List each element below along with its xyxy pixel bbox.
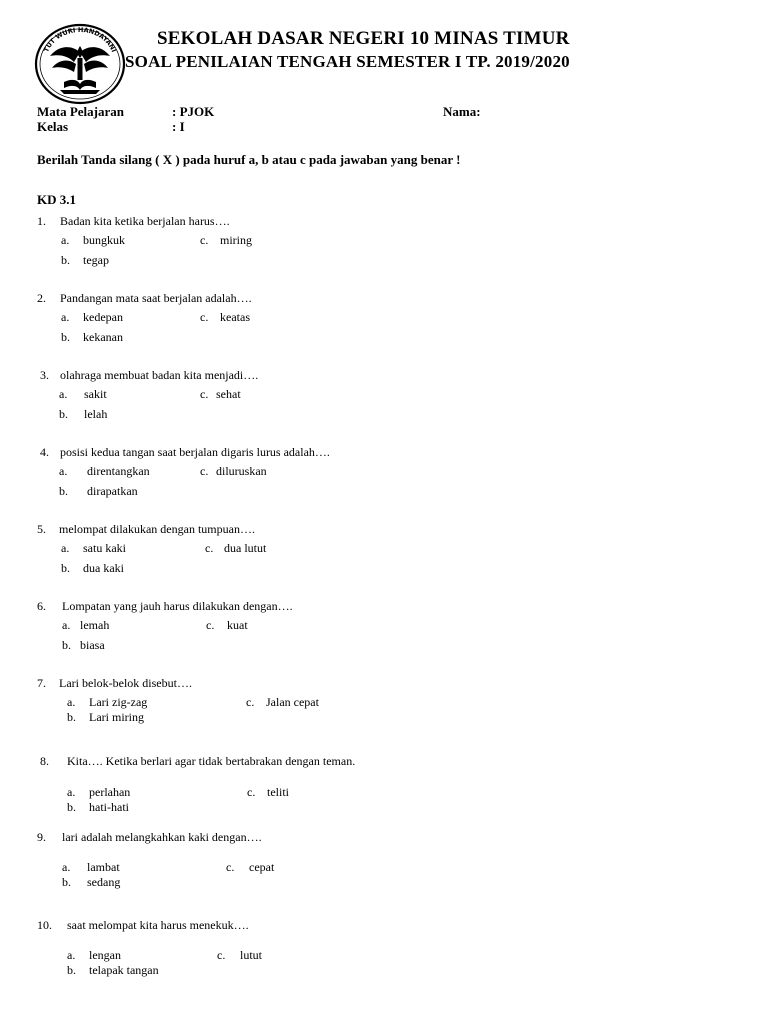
option-b-text: tegap xyxy=(83,253,109,267)
option-b-letter: b. xyxy=(67,800,76,814)
option-a-letter: a. xyxy=(67,948,76,962)
question-number: 2. xyxy=(37,291,46,305)
option-b-text: kekanan xyxy=(83,330,123,344)
question-text: Lari belok-belok disebut…. xyxy=(59,676,192,690)
option-a-text: lambat xyxy=(87,860,120,874)
option-a-letter: a. xyxy=(62,618,71,632)
option-c-text: Jalan cepat xyxy=(266,695,319,709)
option-a-text: kedepan xyxy=(83,310,123,324)
option-a-letter: a. xyxy=(59,387,68,401)
option-b-text: Lari miring xyxy=(89,710,144,724)
option-c-letter: c. xyxy=(205,541,214,555)
option-a-text: Lari zig-zag xyxy=(89,695,148,709)
option-c-text: lutut xyxy=(240,948,263,962)
subject-label: Mata Pelajaran xyxy=(37,104,125,119)
option-a-letter: a. xyxy=(62,860,71,874)
option-b-letter: b. xyxy=(67,963,76,977)
option-b-letter: b. xyxy=(61,253,70,267)
option-c-text: teliti xyxy=(267,785,289,799)
option-c-letter: c. xyxy=(206,618,215,632)
option-c-letter: c. xyxy=(247,785,256,799)
question-text: saat melompat kita harus menekuk…. xyxy=(67,918,249,932)
option-a-letter: a. xyxy=(59,464,68,478)
option-c-letter: c. xyxy=(200,310,209,324)
question-text: olahraga membuat badan kita menjadi…. xyxy=(60,368,259,382)
option-c-text: sehat xyxy=(216,387,241,401)
option-c-letter: c. xyxy=(200,387,209,401)
question-number: 4. xyxy=(40,445,49,459)
subject-value: : PJOK xyxy=(172,104,215,119)
question-number: 3. xyxy=(40,368,49,382)
option-a-text: direntangkan xyxy=(87,464,150,478)
option-c-text: miring xyxy=(220,233,252,247)
class-value: : I xyxy=(172,119,185,134)
option-c-letter: c. xyxy=(200,464,209,478)
question-number: 10. xyxy=(37,918,52,932)
option-c-text: keatas xyxy=(220,310,250,324)
option-a-text: perlahan xyxy=(89,785,131,799)
option-b-letter: b. xyxy=(59,484,68,498)
option-c-text: kuat xyxy=(227,618,248,632)
section-heading: KD 3.1 xyxy=(37,192,76,207)
option-b-letter: b. xyxy=(61,561,70,575)
name-label: Nama: xyxy=(443,104,481,119)
option-b-text: telapak tangan xyxy=(89,963,159,977)
option-c-letter: c. xyxy=(217,948,226,962)
option-c-letter: c. xyxy=(226,860,235,874)
option-a-text: lengan xyxy=(89,948,121,962)
option-b-text: lelah xyxy=(84,407,108,421)
exam-title: SOAL PENILAIAN TENGAH SEMESTER I TP. 2019/2020 xyxy=(125,52,570,71)
option-c-text: dua lutut xyxy=(224,541,267,555)
question-number: 5. xyxy=(37,522,46,536)
question-number: 1. xyxy=(37,214,46,228)
option-a-text: satu kaki xyxy=(83,541,126,555)
option-b-text: dua kaki xyxy=(83,561,124,575)
option-a-text: bungkuk xyxy=(83,233,125,247)
option-c-text: diluruskan xyxy=(216,464,267,478)
class-label: Kelas xyxy=(37,119,69,134)
question-number: 8. xyxy=(40,754,49,768)
question-number: 6. xyxy=(37,599,46,613)
option-a-text: sakit xyxy=(84,387,107,401)
option-c-letter: c. xyxy=(200,233,209,247)
option-b-letter: b. xyxy=(62,638,71,652)
question-text: posisi kedua tangan saat berjalan digaris lurus adalah…. xyxy=(60,445,330,459)
option-a-letter: a. xyxy=(61,233,70,247)
option-b-text: hati-hati xyxy=(89,800,129,814)
school-name: SEKOLAH DASAR NEGERI 10 MINAS TIMUR xyxy=(157,28,570,49)
question-number: 7. xyxy=(37,676,46,690)
question-text: Kita…. Ketika berlari agar tidak bertabrakan dengan teman. xyxy=(67,754,356,768)
option-a-letter: a. xyxy=(61,310,70,324)
option-b-letter: b. xyxy=(62,875,71,889)
option-c-letter: c. xyxy=(246,695,255,709)
question-text: Badan kita ketika berjalan harus…. xyxy=(60,214,230,228)
question-text: Pandangan mata saat berjalan adalah…. xyxy=(60,291,252,305)
question-text: Lompatan yang jauh harus dilakukan dengan…. xyxy=(62,599,293,613)
option-a-letter: a. xyxy=(61,541,70,555)
question-text: lari adalah melangkahkan kaki dengan…. xyxy=(62,830,262,844)
option-a-letter: a. xyxy=(67,695,76,709)
option-b-text: biasa xyxy=(80,638,105,652)
option-a-text: lemah xyxy=(80,618,110,632)
option-b-text: sedang xyxy=(87,875,121,889)
option-c-text: cepat xyxy=(249,860,275,874)
option-a-letter: a. xyxy=(67,785,76,799)
instruction-text: Berilah Tanda silang ( X ) pada huruf a, b atau c pada jawaban yang benar ! xyxy=(37,152,461,167)
question-text: melompat dilakukan dengan tumpuan…. xyxy=(59,522,255,536)
option-b-letter: b. xyxy=(61,330,70,344)
svg-text:TUT WURI HANDAYANI: TUT WURI HANDAYANI xyxy=(42,25,118,54)
option-b-text: dirapatkan xyxy=(87,484,138,498)
question-number: 9. xyxy=(37,830,46,844)
option-b-letter: b. xyxy=(67,710,76,724)
tut-wuri-handayani-logo xyxy=(34,22,126,106)
option-b-letter: b. xyxy=(59,407,68,421)
